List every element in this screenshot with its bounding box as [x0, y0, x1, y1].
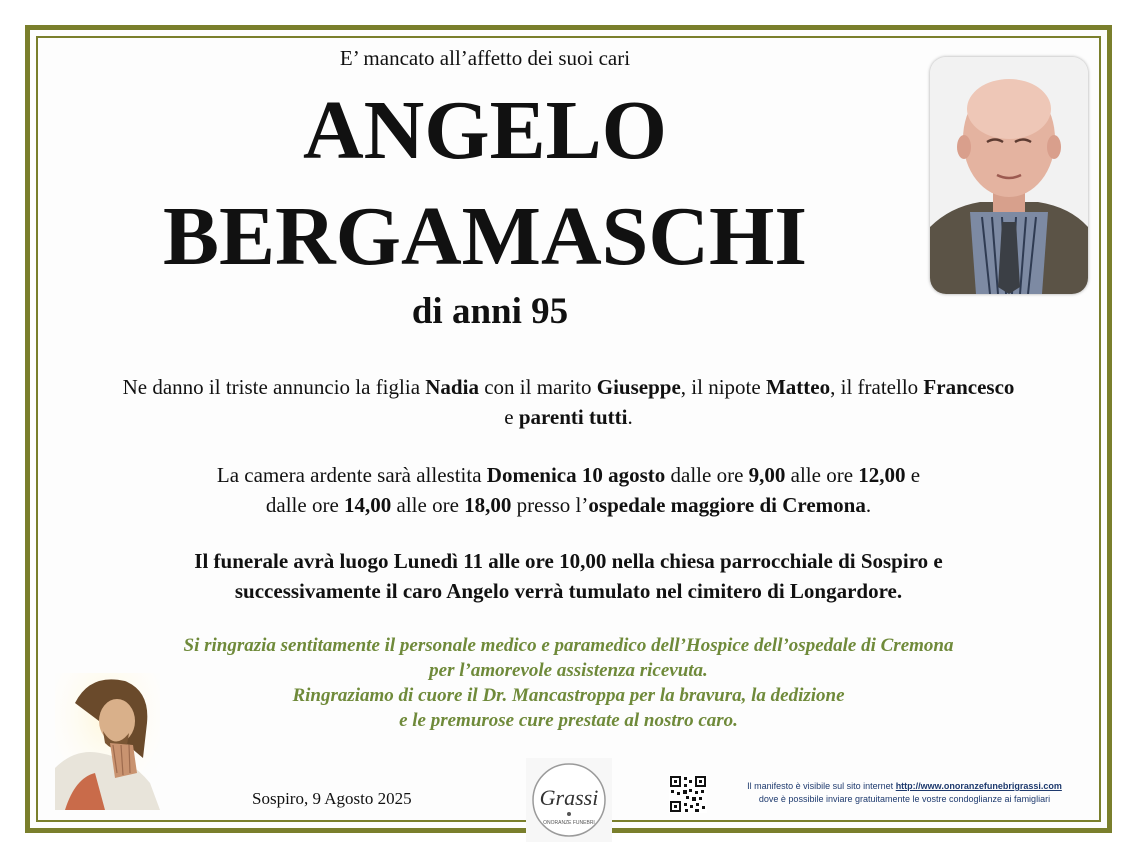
website-link[interactable]: http://www.onoranzefunebrigrassi.com [895, 781, 1062, 791]
emphasized-text: parenti tutti [518, 405, 628, 429]
funeral-info-line-2: successivamente il caro Angelo verrà tumulato nel cimitero di Longardore. [234, 579, 903, 603]
text-run: alle ore [391, 493, 465, 517]
emphasized-text: 12,00 [858, 463, 906, 487]
logo-wordmark: Grassi [539, 785, 599, 810]
text-run: . [865, 493, 872, 517]
deceased-age: di anni 95 [411, 291, 569, 332]
emphasized-text: 9,00 [748, 463, 786, 487]
text-run: alle ore [785, 463, 859, 487]
thanks-line-1: Si ringrazia sentitamente il personale medico e paramedico dell’Hospice dell’ospedale di Cremona [183, 635, 954, 656]
emphasized-text: Giuseppe [596, 375, 681, 399]
footer-line-1 [712, 780, 1097, 793]
emphasized-text: Domenica 10 agosto [486, 463, 666, 487]
announcement-text [123, 375, 1015, 429]
qr-code-icon[interactable] [669, 775, 707, 813]
logo-subtitle: ONORANZE FUNEBRI [543, 820, 595, 826]
text-run: . [627, 405, 633, 429]
praying-jesus-image [55, 673, 160, 810]
text-run: presso l’ [511, 493, 589, 517]
emphasized-text: Matteo [765, 375, 831, 399]
deceased-last-name: BERGAMASCHI [162, 190, 808, 283]
text-run: dalle ore [665, 463, 749, 487]
emphasized-text: Francesco [923, 375, 1015, 399]
footer-prefix: Il manifesto è visibile sul sito internet [747, 781, 896, 791]
emphasized-text: Nadia [425, 375, 479, 399]
wake-info-text [217, 463, 920, 517]
funeral-info-line-1: Il funerale avrà luogo Lunedì 11 alle ore 10,00 nella chiesa parrocchiale di Sospiro e [194, 549, 943, 573]
emphasized-text: 14,00 [344, 493, 392, 517]
notice-date: Sospiro, 9 Agosto 2025 [252, 789, 412, 808]
text-run: e [905, 463, 921, 487]
website-footer [712, 780, 1097, 806]
footer-line-2: dove è possibile inviare gratuitamente le vostre condoglianze ai famigliari [758, 794, 1051, 804]
text-run: , il fratello [830, 375, 924, 399]
thanks-line-3: Ringraziamo di cuore il Dr. Mancastroppa per la bravura, la dedizione [292, 685, 845, 706]
funeral-info-paragraph [50, 546, 1087, 606]
text-run: La camera ardente sarà allestita [216, 463, 487, 487]
deceased-first-name: ANGELO [302, 84, 668, 177]
thanks-line-2: per l’amorevole assistenza ricevuta. [429, 660, 708, 681]
text-run: e [504, 405, 519, 429]
thanks-paragraph [110, 633, 1027, 733]
text-run: dalle ore [265, 493, 345, 517]
emphasized-text: ospedale maggiore di Cremona [588, 493, 866, 517]
intro-line: E’ mancato all’affetto dei suoi cari [339, 46, 631, 70]
emphasized-text: 18,00 [464, 493, 512, 517]
funeral-home-logo [526, 758, 612, 842]
text-run: Ne danno il triste annuncio la figlia [122, 375, 426, 399]
text-run: , il nipote [680, 375, 766, 399]
announcement-paragraph [50, 372, 1087, 432]
wake-info-paragraph [50, 460, 1087, 520]
thanks-line-4: e le premurose cure prestate al nostro caro. [399, 710, 738, 731]
text-run: con il marito [478, 375, 597, 399]
deceased-photo [930, 57, 1088, 294]
